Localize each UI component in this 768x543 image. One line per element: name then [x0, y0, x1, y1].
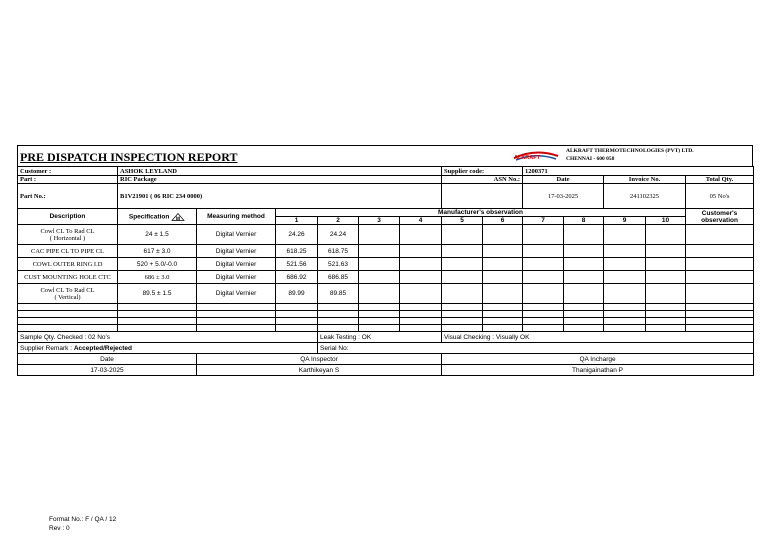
empty-cell [646, 311, 686, 318]
customer-observation-cell [686, 284, 754, 304]
empty-cell [646, 325, 686, 332]
observation-cell [564, 284, 604, 304]
part-no-value: B1V21901 ( 06 RIC 234 0000) [118, 184, 442, 209]
supplier-remark [18, 343, 318, 354]
observation-cell [604, 245, 646, 258]
part-label: Part : [18, 176, 118, 184]
observation-cell [646, 258, 686, 271]
observation-cell [442, 245, 483, 258]
observation-cell [359, 245, 400, 258]
sample-qty: Sample Qty. Checked : 02 No's [18, 332, 318, 343]
row-description [18, 284, 118, 304]
report-header [17, 145, 753, 166]
empty-cell [359, 318, 400, 325]
inspection-report [17, 145, 753, 376]
empty-cell [483, 304, 523, 311]
obs-number-7: 7 [523, 217, 564, 225]
observation-cell: 89.99 [276, 284, 318, 304]
empty-cell [483, 311, 523, 318]
observation-cell [483, 245, 523, 258]
observation-cell [646, 245, 686, 258]
empty-cell [118, 318, 197, 325]
observation-cell [400, 225, 442, 245]
empty-row [18, 325, 754, 332]
table-row [18, 258, 754, 271]
empty-cell [197, 318, 276, 325]
observation-cell: 24.24 [318, 225, 359, 245]
col-method: Measuring method [197, 209, 276, 225]
observation-cell [564, 225, 604, 245]
part-value: RIC Package [118, 176, 442, 184]
col-manufacturer-obs: Manufacturer's observation [276, 209, 686, 217]
empty-cell [686, 325, 754, 332]
empty-cell [318, 311, 359, 318]
obs-number-4: 4 [400, 217, 442, 225]
empty-cell [523, 304, 564, 311]
observation-cell [359, 225, 400, 245]
customer-observation-cell [686, 271, 754, 284]
obs-number-10: 10 [646, 217, 686, 225]
empty-cell [523, 325, 564, 332]
observation-cell [523, 225, 564, 245]
table-row [18, 225, 754, 245]
row-description-line: ( Horizontal ) [49, 234, 86, 242]
customer-label: Customer : [18, 167, 118, 176]
empty-cell [276, 311, 318, 318]
table-row [18, 245, 754, 258]
observation-cell: 686.92 [276, 271, 318, 284]
total-qty-value: 05 No's [686, 184, 754, 209]
empty-row [18, 304, 754, 311]
empty-cell [400, 318, 442, 325]
obs-number-6: 6 [483, 217, 523, 225]
company-city: CHENNAI - 600 058 [566, 156, 615, 162]
row-method: Digital Vernier [197, 258, 276, 271]
visual-checking: Visual Checking : Visually OK [442, 332, 754, 343]
observation-cell [483, 271, 523, 284]
empty-cell [604, 325, 646, 332]
empty-cell [564, 311, 604, 318]
empty-cell [400, 304, 442, 311]
supplier-code-value: 1200371 [523, 167, 754, 176]
empty-row [18, 318, 754, 325]
empty-cell [604, 304, 646, 311]
spec-mark: M [176, 215, 181, 221]
format-no: Format No.: F / QA / 12 [49, 516, 117, 523]
observation-cell [646, 284, 686, 304]
empty-cell [118, 325, 197, 332]
sign-inspector-label: QA Inspector [197, 354, 442, 365]
empty-cell [646, 318, 686, 325]
empty-cell [564, 325, 604, 332]
empty-cell [442, 318, 483, 325]
observation-cell [523, 271, 564, 284]
observation-cell: 521.63 [318, 258, 359, 271]
empty-cell [197, 325, 276, 332]
logo-text: ALKRAFT [514, 155, 540, 161]
customer-value: ASHOK LEYLAND [118, 167, 442, 176]
sign-date-label: Date [18, 354, 197, 365]
report-table [17, 166, 754, 376]
observation-cell [359, 258, 400, 271]
customer-observation-cell [686, 258, 754, 271]
observation-cell [359, 271, 400, 284]
company-info [566, 147, 694, 163]
col-customer-obs: Customer's observation [686, 209, 754, 225]
row-description [18, 258, 118, 271]
date-header: Date [523, 176, 604, 184]
table-row [18, 271, 754, 284]
obs-number-2: 2 [318, 217, 359, 225]
revision: Rev : 0 [49, 525, 70, 532]
empty-cell [276, 318, 318, 325]
row-description-line: ( Vertical) [54, 293, 81, 301]
empty-cell [197, 311, 276, 318]
row-method: Digital Vernier [197, 225, 276, 245]
col-specification-label: Specification [128, 213, 170, 221]
empty-cell [686, 304, 754, 311]
observation-cell [442, 225, 483, 245]
empty-cell [442, 311, 483, 318]
customer-observation-cell [686, 225, 754, 245]
customer-observation-cell [686, 245, 754, 258]
empty-cell [118, 304, 197, 311]
table-row [18, 284, 754, 304]
observation-cell [400, 245, 442, 258]
empty-cell [359, 304, 400, 311]
row-description-line: COWL OUTER RING I.D [32, 260, 103, 268]
invoice-header: Invoice No. [604, 176, 686, 184]
observation-cell [400, 284, 442, 304]
empty-cell [359, 311, 400, 318]
empty-cell [604, 311, 646, 318]
observation-cell [564, 258, 604, 271]
observation-cell [604, 225, 646, 245]
row-description-line: Cowl CL To Rad CL [40, 227, 95, 235]
empty-cell [523, 311, 564, 318]
row-description-line: CAC PIPE CL TO PIPE CL [30, 247, 105, 255]
observation-cell: 618.25 [276, 245, 318, 258]
empty-cell [18, 318, 118, 325]
company-name: ALKRAFT THERMOTECHNOLOGIES (PVT) LTD. [566, 148, 694, 154]
supplier-code-label: Supplier code: [442, 167, 523, 176]
empty-cell [276, 325, 318, 332]
empty-cell [442, 325, 483, 332]
empty-cell [318, 318, 359, 325]
row-method: Digital Vernier [197, 271, 276, 284]
empty-cell [197, 304, 276, 311]
invoice-value: 241102325 [604, 184, 686, 209]
empty-cell [118, 311, 197, 318]
empty-cell [646, 304, 686, 311]
row-specification: 617 ± 3.0 [118, 245, 197, 258]
report-title: PRE DISPATCH INSPECTION REPORT [20, 150, 238, 164]
observation-cell: 89.85 [318, 284, 359, 304]
observation-cell: 24.26 [276, 225, 318, 245]
observation-cell: 618.75 [318, 245, 359, 258]
empty-cell [442, 304, 483, 311]
empty-cell [564, 304, 604, 311]
observation-cell [604, 271, 646, 284]
observation-cell [564, 245, 604, 258]
observation-cell [646, 225, 686, 245]
obs-number-3: 3 [359, 217, 400, 225]
empty-cell [318, 325, 359, 332]
row-description [18, 271, 118, 284]
observation-cell [564, 271, 604, 284]
empty-cell [483, 325, 523, 332]
observation-cell [400, 258, 442, 271]
obs-number-5: 5 [442, 217, 483, 225]
row-method: Digital Vernier [197, 284, 276, 304]
empty-cell [276, 304, 318, 311]
row-description-line: CUST MOUNTING HOLE CTC [24, 273, 111, 281]
sign-incharge-value: Thanigainathan P [442, 365, 754, 376]
leak-testing: Leak Testing : OK [318, 332, 442, 343]
supplier-remark-value: Accepted/Rejected [73, 344, 132, 352]
observation-cell [442, 271, 483, 284]
empty-cell [604, 318, 646, 325]
serial-no: Serial No: [318, 343, 754, 354]
observation-cell: 521.56 [276, 258, 318, 271]
empty-cell [318, 304, 359, 311]
empty-cell [564, 318, 604, 325]
row-description [18, 225, 118, 245]
observation-cell [359, 284, 400, 304]
empty-rows [18, 304, 754, 332]
empty-cell [686, 318, 754, 325]
empty-cell [18, 325, 118, 332]
observation-cell [483, 225, 523, 245]
row-description-line: Cowl CL To Rad CL [40, 286, 95, 294]
observation-cell [483, 284, 523, 304]
empty-cell [686, 311, 754, 318]
position-tolerance-icon [171, 213, 185, 221]
observation-cell [483, 258, 523, 271]
sign-inspector-value: Karthikeyan S [197, 365, 442, 376]
row-specification: 520 + 5.0/-0.0 [118, 258, 197, 271]
asn-value [442, 184, 523, 209]
empty-cell [18, 311, 118, 318]
empty-row [18, 311, 754, 318]
total-qty-header: Total Qty. [686, 176, 754, 184]
observation-cell [400, 271, 442, 284]
observation-cell [523, 258, 564, 271]
form-footer [49, 515, 116, 533]
row-specification: 686 ± 3.0 [118, 271, 197, 284]
empty-cell [18, 304, 118, 311]
empty-cell [400, 311, 442, 318]
observation-cell [442, 258, 483, 271]
sign-incharge-label: QA Incharge [442, 354, 754, 365]
supplier-remark-label: Supplier Remark : [20, 344, 74, 352]
observation-cell [646, 271, 686, 284]
observation-cell [604, 258, 646, 271]
measurement-rows [18, 225, 754, 304]
obs-number-1: 1 [276, 217, 318, 225]
asn-label: ASN No.: [442, 176, 523, 184]
col-specification [118, 209, 197, 225]
empty-cell [483, 318, 523, 325]
date-value: 17-03-2025 [523, 184, 604, 209]
obs-number-9: 9 [604, 217, 646, 225]
observation-cell [604, 284, 646, 304]
empty-cell [400, 325, 442, 332]
sign-date-value: 17-03-2025 [18, 365, 197, 376]
row-specification: 89.5 ± 1.5 [118, 284, 197, 304]
observation-cell: 686.85 [318, 271, 359, 284]
col-description: Description [18, 209, 118, 225]
observation-cell [442, 284, 483, 304]
empty-cell [359, 325, 400, 332]
empty-cell [523, 318, 564, 325]
observation-cell [523, 245, 564, 258]
observation-cell [523, 284, 564, 304]
row-specification: 24 ± 1.5 [118, 225, 197, 245]
obs-number-8: 8 [564, 217, 604, 225]
row-method: Digital Vernier [197, 245, 276, 258]
part-no-label: Part No.: [18, 184, 118, 209]
row-description [18, 245, 118, 258]
